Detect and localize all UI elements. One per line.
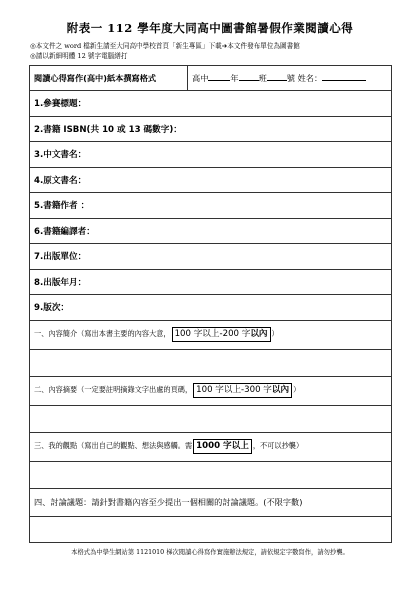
field-translator[interactable]: 6.書籍編譯者： bbox=[30, 218, 392, 244]
year-blank[interactable] bbox=[208, 73, 230, 81]
header-row bbox=[30, 66, 392, 91]
intro-prompt-end: ） bbox=[271, 329, 279, 338]
school-label: 高中 bbox=[192, 72, 209, 83]
section-summary-prompt bbox=[30, 376, 392, 405]
footer-note: 本格式為中學生網站第 1121010 梯次閱讀心得寫作實施辦法規定，請依規定字數寫作，請勿抄襲。 bbox=[71, 549, 349, 556]
intro-limit-range: 100 字以上-200 字 bbox=[174, 329, 251, 339]
summary-prompt-text: 二、內容摘要（一定要註明摘錄文字出處的頁碼， bbox=[34, 385, 193, 394]
seat-blank[interactable] bbox=[267, 73, 287, 81]
opinion-prompt-text: 三、我的觀點（寫出自己的觀點、想法與感觸。需 bbox=[34, 441, 193, 450]
field-isbn[interactable]: 2.書籍 ISBN(共 10 或 13 碼數字)： bbox=[30, 116, 392, 142]
field-publisher[interactable]: 7.出版單位： bbox=[30, 244, 392, 270]
student-info-cell bbox=[188, 66, 392, 91]
intro-limit-within: 以內 bbox=[250, 329, 268, 339]
year-label: 年 bbox=[230, 72, 239, 83]
download-note: ◎本文件之 word 檔新生請至大同高中學校首頁「新生專區」下載➔本文件發布單位為圖書館 bbox=[30, 42, 300, 50]
opinion-word-limit: 1000 字以上 bbox=[193, 439, 252, 454]
field-author[interactable]: 5.書籍作者 ： bbox=[30, 193, 392, 219]
section-intro-answer[interactable] bbox=[30, 349, 392, 376]
class-blank[interactable] bbox=[239, 73, 259, 81]
name-blank[interactable] bbox=[322, 73, 366, 81]
opinion-prompt-end: ，不可以抄襲） bbox=[252, 441, 304, 450]
summary-word-limit bbox=[193, 383, 292, 398]
section-summary-answer[interactable] bbox=[30, 405, 392, 432]
summary-prompt-end: ） bbox=[293, 385, 301, 394]
section-intro-prompt bbox=[30, 320, 392, 349]
section-opinion-prompt bbox=[30, 432, 392, 461]
name-label: 姓名： bbox=[297, 72, 323, 83]
reading-report-form bbox=[29, 65, 392, 543]
document-title: 附表一 112 學年度大同高中圖書館暑假作業閱讀心得 bbox=[66, 21, 354, 35]
form-format-label: 閱讀心得寫作(高中)紙本撰寫格式 bbox=[30, 66, 188, 91]
field-publish-date[interactable]: 8.出版年月： bbox=[30, 269, 392, 295]
section-discussion-answer[interactable] bbox=[30, 516, 392, 542]
field-chinese-title[interactable]: 3.中文書名： bbox=[30, 142, 392, 168]
font-note: ◎請以新細明體 12 號字電腦繕打 bbox=[30, 52, 128, 60]
summary-limit-range: 100 字以上-300 字 bbox=[196, 385, 272, 395]
class-label: 班 bbox=[258, 72, 267, 83]
summary-limit-within: 以內 bbox=[271, 385, 290, 395]
field-title[interactable]: 1.參賽標題： bbox=[30, 91, 392, 117]
intro-prompt-text: 一、內容簡介（寫出本書主要的內容大意， bbox=[34, 329, 171, 338]
section-opinion-answer[interactable] bbox=[30, 461, 392, 488]
section-discussion-prompt: 四、討論議題：請針對書籍內容至少提出一個相關的討論議題。(不限字數) bbox=[30, 488, 392, 516]
field-original-title[interactable]: 4.原文書名： bbox=[30, 167, 392, 193]
field-edition[interactable]: 9.版次： bbox=[30, 295, 392, 321]
seat-label: 號 bbox=[286, 72, 295, 83]
intro-word-limit bbox=[172, 327, 271, 342]
